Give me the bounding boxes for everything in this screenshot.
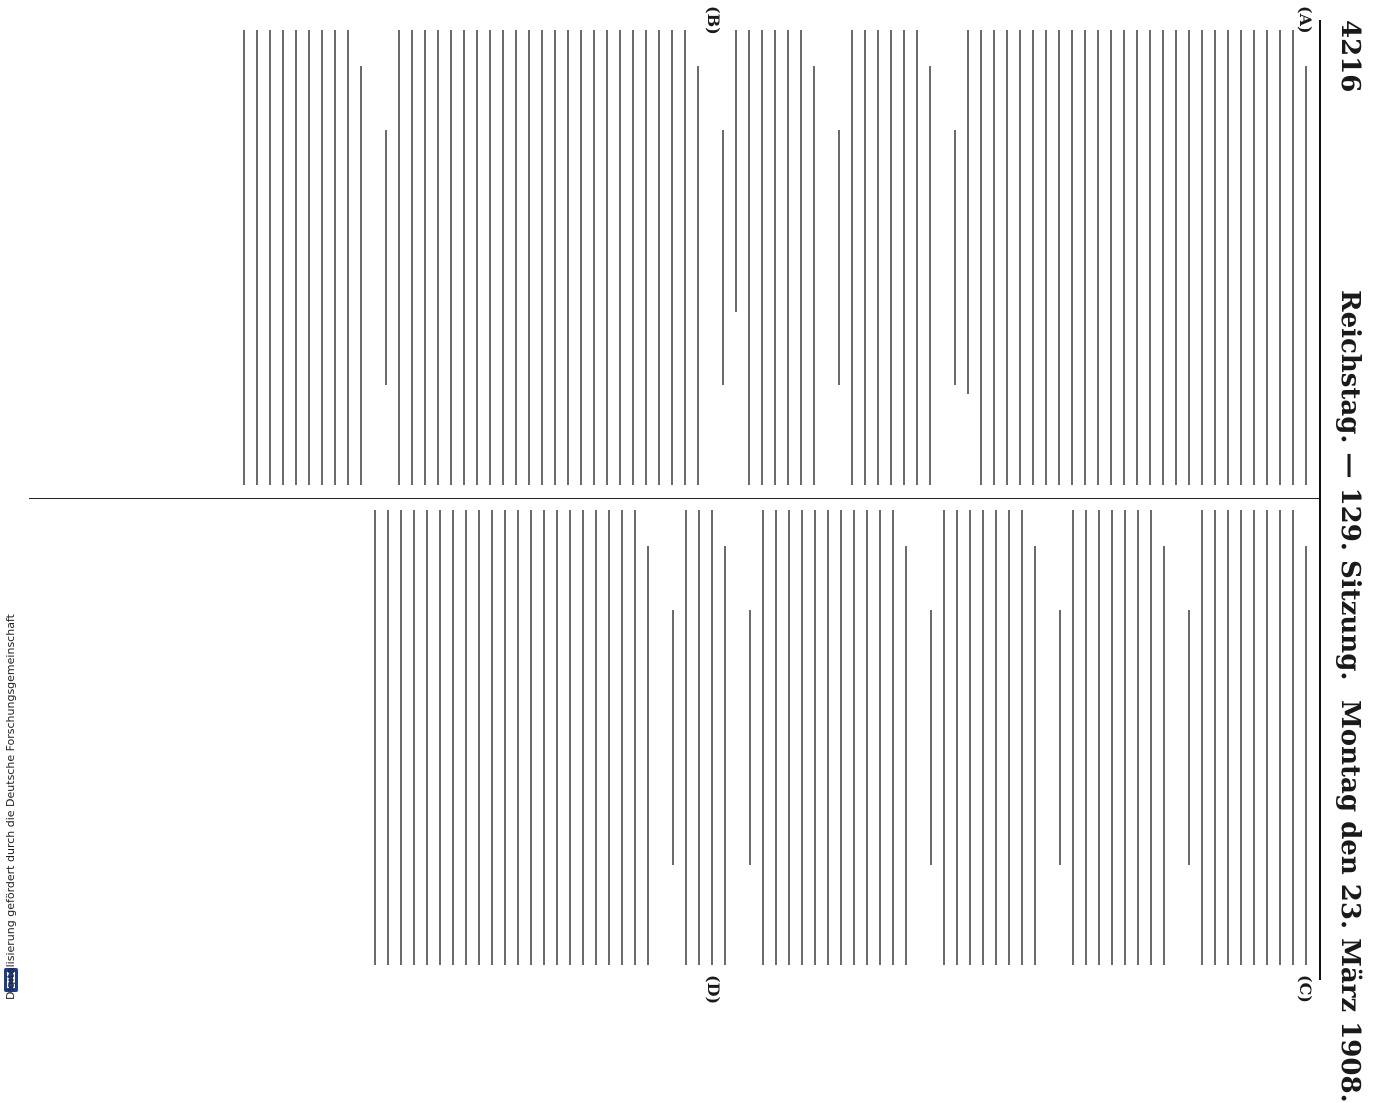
text-line — [478, 510, 480, 965]
text-line — [877, 30, 879, 485]
text-line — [619, 30, 621, 485]
text-line — [1214, 510, 1216, 965]
text-line — [582, 510, 584, 965]
text-line — [515, 30, 517, 485]
text-line — [967, 30, 969, 394]
margin-marker-a: (A) — [1296, 6, 1315, 34]
text-line — [672, 610, 674, 865]
text-line — [541, 30, 543, 485]
text-line — [1136, 30, 1138, 485]
text-line — [411, 30, 413, 485]
text-line — [321, 30, 323, 485]
text-line — [556, 510, 558, 965]
text-line — [1150, 510, 1152, 965]
text-line — [1266, 30, 1268, 485]
text-line — [243, 30, 245, 485]
text-line — [1292, 510, 1294, 965]
text-line — [595, 510, 597, 965]
text-line — [452, 510, 454, 965]
text-line — [1279, 30, 1281, 485]
margin-marker-c: (C) — [1296, 975, 1315, 1003]
text-line — [463, 30, 465, 485]
text-line — [1059, 610, 1061, 865]
text-line — [762, 510, 764, 965]
text-line — [502, 30, 504, 485]
margin-marker-b: (B) — [704, 6, 723, 35]
text-line — [1019, 30, 1021, 485]
text-column-left — [87, 30, 1307, 485]
text-line — [1227, 30, 1229, 485]
text-line — [543, 510, 545, 965]
column-divider — [29, 498, 1319, 499]
text-line — [347, 30, 349, 485]
paragraph-gap — [1036, 510, 1048, 965]
paragraph-gap — [1165, 510, 1177, 965]
text-line — [722, 130, 724, 385]
text-line — [943, 510, 945, 965]
text-line — [735, 30, 737, 312]
text-line — [308, 30, 310, 485]
text-line — [905, 546, 907, 965]
text-line — [684, 30, 686, 485]
text-line — [1071, 30, 1073, 485]
text-line — [749, 610, 751, 865]
text-line — [1305, 66, 1307, 485]
paragraph-gap — [815, 30, 827, 485]
text-line — [1110, 30, 1112, 485]
text-line — [801, 510, 803, 965]
text-line — [439, 510, 441, 965]
text-line — [1034, 546, 1036, 965]
text-line — [400, 510, 402, 965]
text-line — [569, 510, 571, 965]
text-line — [1085, 510, 1087, 965]
text-line — [916, 30, 918, 485]
text-line — [374, 510, 376, 965]
text-line — [890, 30, 892, 485]
text-line — [813, 66, 815, 485]
text-line — [1123, 30, 1125, 485]
text-line — [851, 30, 853, 485]
text-line — [775, 510, 777, 965]
text-line — [671, 30, 673, 485]
text-line — [256, 30, 258, 485]
text-line — [685, 510, 687, 965]
text-line — [866, 510, 868, 965]
text-line — [748, 30, 750, 485]
text-line — [1240, 30, 1242, 485]
text-line — [1305, 546, 1307, 965]
text-line — [465, 510, 467, 965]
text-line — [879, 510, 881, 965]
page-number: 4216 — [1335, 20, 1365, 93]
text-line — [489, 30, 491, 485]
text-line — [1097, 30, 1099, 485]
text-line — [774, 30, 776, 485]
text-line — [1098, 510, 1100, 965]
text-line — [606, 30, 608, 485]
text-line — [840, 510, 842, 965]
text-line — [1253, 30, 1255, 485]
text-line — [969, 510, 971, 965]
text-line — [1279, 510, 1281, 965]
text-line — [1253, 510, 1255, 965]
paragraph-gap — [907, 510, 919, 965]
text-line — [1045, 30, 1047, 485]
text-line — [892, 510, 894, 965]
text-line — [1266, 510, 1268, 965]
text-line — [1032, 30, 1034, 485]
text-line — [698, 510, 700, 965]
text-line — [1058, 30, 1060, 485]
text-line — [853, 510, 855, 965]
text-line — [993, 30, 995, 485]
text-line — [413, 510, 415, 965]
text-line — [437, 30, 439, 485]
text-line — [1214, 30, 1216, 485]
text-line — [995, 510, 997, 965]
paragraph-gap — [649, 510, 661, 965]
text-line — [864, 30, 866, 485]
text-line — [1201, 30, 1203, 485]
text-line — [282, 30, 284, 485]
text-line — [634, 510, 636, 965]
text-line — [593, 30, 595, 485]
text-line — [761, 30, 763, 485]
text-line — [787, 30, 789, 485]
text-line — [956, 510, 958, 965]
text-line — [580, 30, 582, 485]
text-line — [814, 510, 816, 965]
text-line — [827, 510, 829, 965]
text-line — [1175, 30, 1177, 485]
text-line — [1137, 510, 1139, 965]
session-date: Montag den 23. März 1908. — [1335, 700, 1365, 1103]
digitization-note: Digitalisierung gefördert durch die Deutsche Forschungsgemeinschaft — [4, 614, 17, 1000]
text-line — [530, 510, 532, 965]
text-line — [360, 66, 362, 485]
text-line — [632, 30, 634, 485]
running-head — [1325, 0, 1365, 1103]
text-line — [450, 30, 452, 485]
header-rule — [1319, 20, 1321, 980]
text-line — [954, 130, 956, 385]
text-line — [295, 30, 297, 485]
text-line — [647, 546, 649, 965]
text-line — [697, 66, 699, 485]
text-line — [903, 30, 905, 485]
text-line — [929, 66, 931, 485]
text-line — [724, 546, 726, 965]
text-line — [528, 30, 530, 485]
paragraph-gap — [931, 30, 943, 485]
paragraph-gap — [362, 30, 374, 485]
text-line — [930, 610, 932, 865]
text-line — [645, 30, 647, 485]
text-line — [517, 510, 519, 965]
text-line — [504, 510, 506, 965]
paragraph-gap — [726, 510, 738, 965]
text-line — [387, 510, 389, 965]
text-line — [1162, 30, 1164, 485]
text-line — [1008, 510, 1010, 965]
text-line — [476, 30, 478, 485]
text-line — [1227, 510, 1229, 965]
text-line — [1188, 610, 1190, 865]
text-line — [1163, 546, 1165, 965]
text-line — [1188, 30, 1190, 485]
text-line — [491, 510, 493, 965]
text-column-right — [87, 510, 1307, 965]
text-line — [1149, 30, 1151, 485]
text-line — [385, 130, 387, 385]
text-line — [711, 510, 713, 965]
margin-marker-d: (D) — [704, 975, 723, 1005]
text-line — [658, 30, 660, 485]
text-line — [554, 30, 556, 485]
text-line — [1021, 510, 1023, 965]
text-line — [838, 130, 840, 385]
text-line — [398, 30, 400, 485]
text-line — [426, 510, 428, 965]
text-line — [1111, 510, 1113, 965]
paragraph-gap — [699, 30, 711, 485]
text-line — [1124, 510, 1126, 965]
text-line — [334, 30, 336, 485]
text-line — [1072, 510, 1074, 965]
text-line — [424, 30, 426, 485]
text-line — [982, 510, 984, 965]
text-line — [269, 30, 271, 485]
text-line — [1240, 510, 1242, 965]
text-line — [608, 510, 610, 965]
text-line — [1006, 30, 1008, 485]
session-title: Reichstag. — 129. Sitzung. — [1335, 290, 1365, 681]
text-line — [621, 510, 623, 965]
text-line — [980, 30, 982, 485]
text-line — [788, 510, 790, 965]
text-line — [567, 30, 569, 485]
text-line — [800, 30, 802, 485]
text-line — [1084, 30, 1086, 485]
text-line — [1201, 510, 1203, 965]
text-line — [1292, 30, 1294, 485]
